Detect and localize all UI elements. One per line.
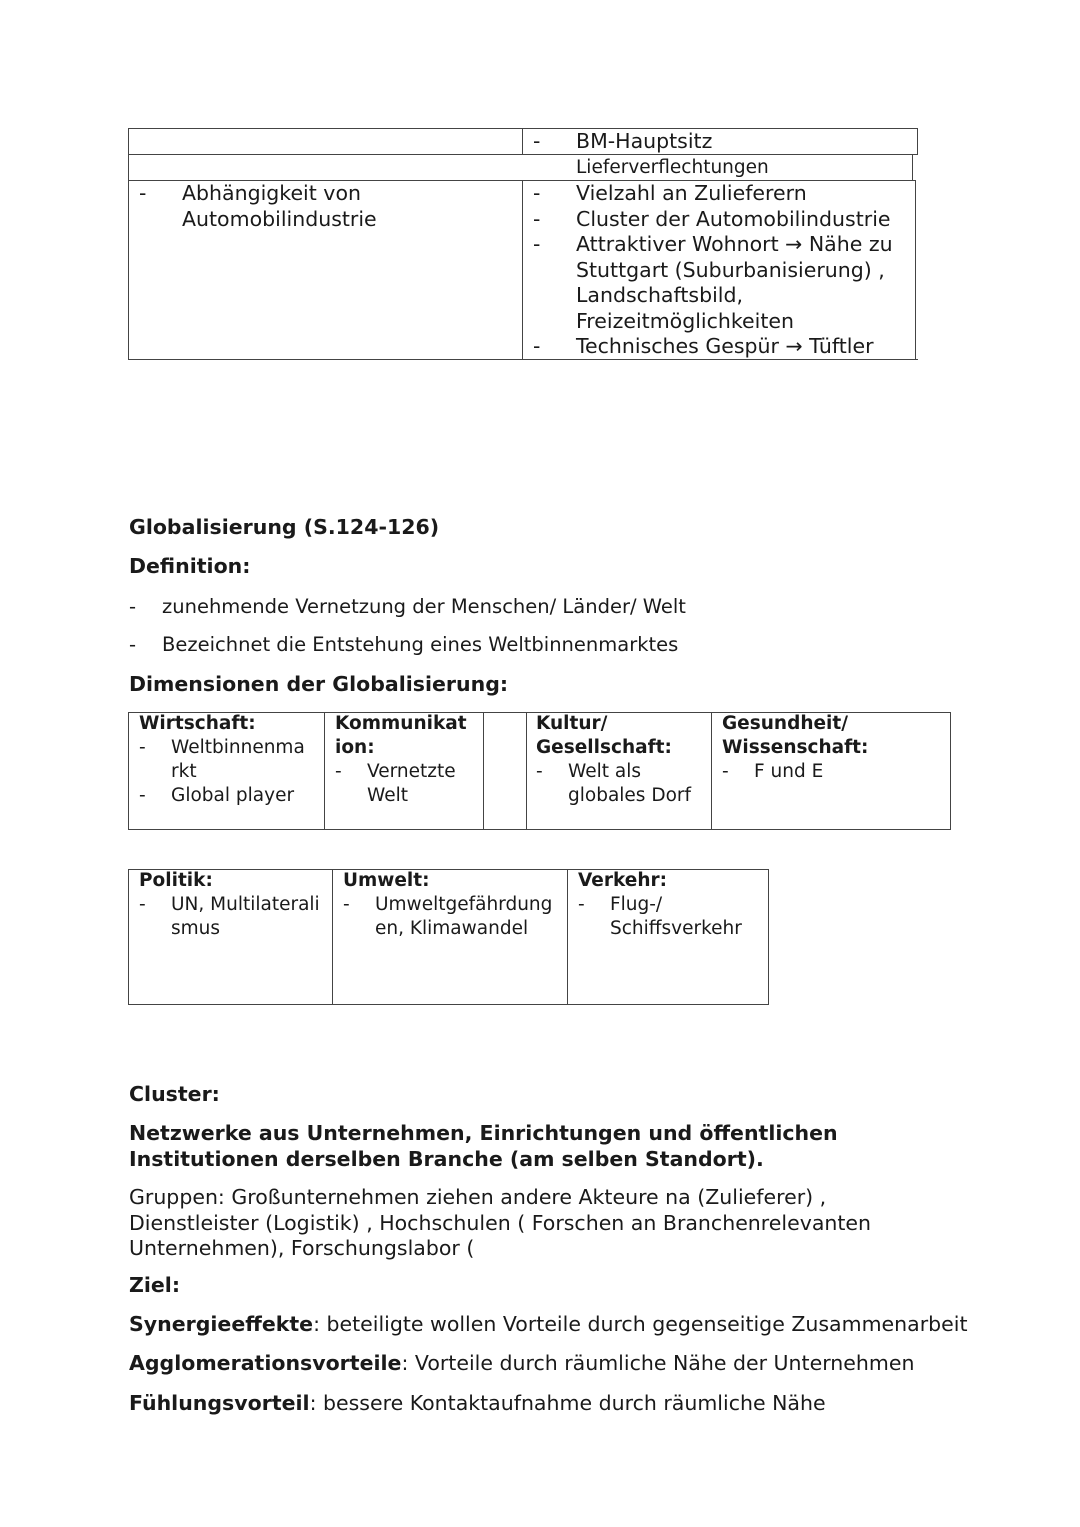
list-item: - Technisches Gespür → Tüftler <box>533 334 874 358</box>
list-item: - Vielzahl an Zulieferern <box>533 181 807 205</box>
list-item: - Cluster der Automobilindustrie <box>533 206 891 231</box>
table-cell <box>533 181 913 360</box>
cluster-groups: Gruppen: Großunternehmen ziehen andere Akteure na (Zulieferer) , Dienstleister (Logistik) , Hochschulen ( Forschen an Branchenrelevanten Unternehmen), Forschungslabor ( <box>129 1185 872 1260</box>
list-item: - UN, Multilateralismus <box>139 894 320 939</box>
definition-list <box>129 594 929 657</box>
list-item: - Global player <box>139 785 295 806</box>
list-item: - Welt als globales Dorf <box>536 761 692 806</box>
dimension-kultur: Kultur/ Gesellschaft: - Welt als globales Dorf <box>536 712 708 808</box>
section-title-globalisierung: Globalisierung (S.124-126) <box>129 515 440 539</box>
dimension-kommunikation: Kommunikation: - Vernetzte Welt <box>335 712 475 808</box>
dimension-umwelt: Umwelt: - Umweltgefährdungen, Klimawandel <box>343 869 565 941</box>
dimension-gesundheit: Gesundheit/ Wissenschaft: - F und E <box>722 712 947 784</box>
ziel-term: Agglomerationsvorteile: Vorteile durch räumliche Nähe der Unternehmen <box>129 1351 915 1375</box>
list-item: - Vernetzte Welt <box>335 761 456 806</box>
cluster-definition: Netzwerke aus Unternehmen, Einrichtungen und öffentlichen Institutionen derselben Branche (am selben Standort). <box>129 1121 838 1171</box>
list-item: - Attraktiver Wohnort → Nähe zu Stuttgart (Suburbanisierung) , Landschaftsbild, Freizeitmöglichkeiten <box>533 232 893 333</box>
ziel-term: Synergieeffekte: beteiligte wollen Vorteile durch gegenseitige Zusammenarbeit <box>129 1312 968 1336</box>
list-item: - Flug-/ Schiffsverkehr <box>578 894 742 939</box>
cluster-title: Cluster: <box>129 1082 220 1106</box>
list-item: - Weltbinnenmarkt <box>139 737 305 782</box>
list-item: - Umweltgefährdungen, Klimawandel <box>343 894 553 939</box>
list-item: - F und E <box>722 761 824 782</box>
dimension-politik: Politik: - UN, Multilateralismus <box>139 869 329 941</box>
list-item: - Abhängigkeit von Automobilindustrie <box>139 181 377 231</box>
dimensions-label: Dimensionen der Globalisierung: <box>129 672 509 696</box>
ziel-term: Fühlungsvorteil: bessere Kontaktaufnahme durch räumliche Nähe <box>129 1391 826 1415</box>
list-item: - Bezeichnet die Entstehung eines Weltbinnenmarktes <box>129 633 679 656</box>
dimension-wirtschaft: Wirtschaft: - Weltbinnenmarkt - Global player <box>139 712 319 808</box>
hauptsitz-text: BM-Hauptsitz <box>576 129 713 153</box>
list-item: - zunehmende Vernetzung der Menschen/ Länder/ Welt <box>129 595 686 618</box>
dimension-verkehr: Verkehr: - Flug-/ Schiffsverkehr <box>578 869 764 941</box>
definition-label: Definition: <box>129 554 251 578</box>
merged-header: Lieferverflechtungen <box>576 157 769 178</box>
ziel-label: Ziel: <box>129 1273 181 1297</box>
table-cell: - BM-Hauptsitz <box>533 129 713 153</box>
table-cell <box>139 181 519 232</box>
